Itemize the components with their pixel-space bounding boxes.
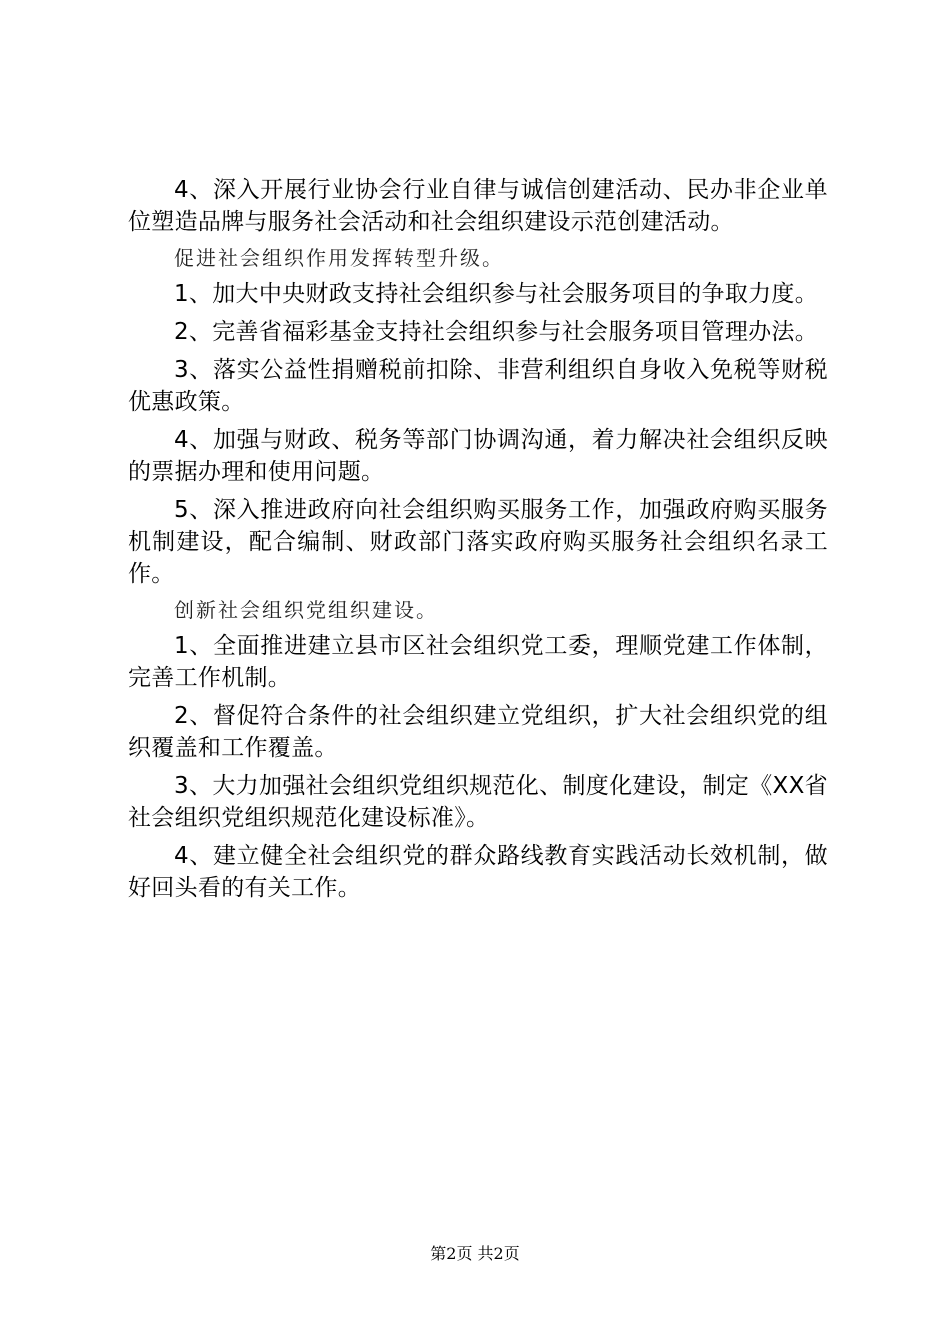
paragraph: 5、深入推进政府向社会组织购买服务工作，加强政府购买服务机制建设，配合编制、财政部门落实政府购买服务社会组织名录工作。 [128,497,828,587]
paragraph: 3、落实公益性捐赠税前扣除、非营利组织自身收入免税等财税优惠政策。 [128,357,828,415]
paragraph: 4、深入开展行业协会行业自律与诚信创建活动、民办非企业单位塑造品牌与服务社会活动和社会组织建设示范创建活动。 [128,177,828,235]
section-heading: 创新社会组织党组织建设。 [174,598,438,622]
paragraph: 2、督促符合条件的社会组织建立党组织，扩大社会组织党的组织覆盖和工作覆盖。 [128,703,828,761]
paragraph: 4、加强与财政、税务等部门协调沟通，着力解决社会组织反映的票据办理和使用问题。 [128,427,828,485]
paragraph: 1、全面推进建立县市区社会组织党工委，理顺党建工作体制，完善工作机制。 [128,633,828,691]
section-heading: 促进社会组织作用发挥转型升级。 [174,246,504,270]
document-body [128,174,828,910]
paragraph: 4、建立健全社会组织党的群众路线教育实践活动长效机制，做好回头看的有关工作。 [128,843,828,901]
paragraph: 1、加大中央财政支持社会组织参与社会服务项目的争取力度。 [174,281,819,307]
page-number-footer: 第2页 共2页 [430,1244,520,1263]
paragraph: 2、完善省福彩基金支持社会组织参与社会服务项目管理办法。 [174,319,819,345]
paragraph: 3、大力加强社会组织党组织规范化、制度化建设，制定《XX省社会组织党组织规范化建设标准》。 [128,773,828,831]
